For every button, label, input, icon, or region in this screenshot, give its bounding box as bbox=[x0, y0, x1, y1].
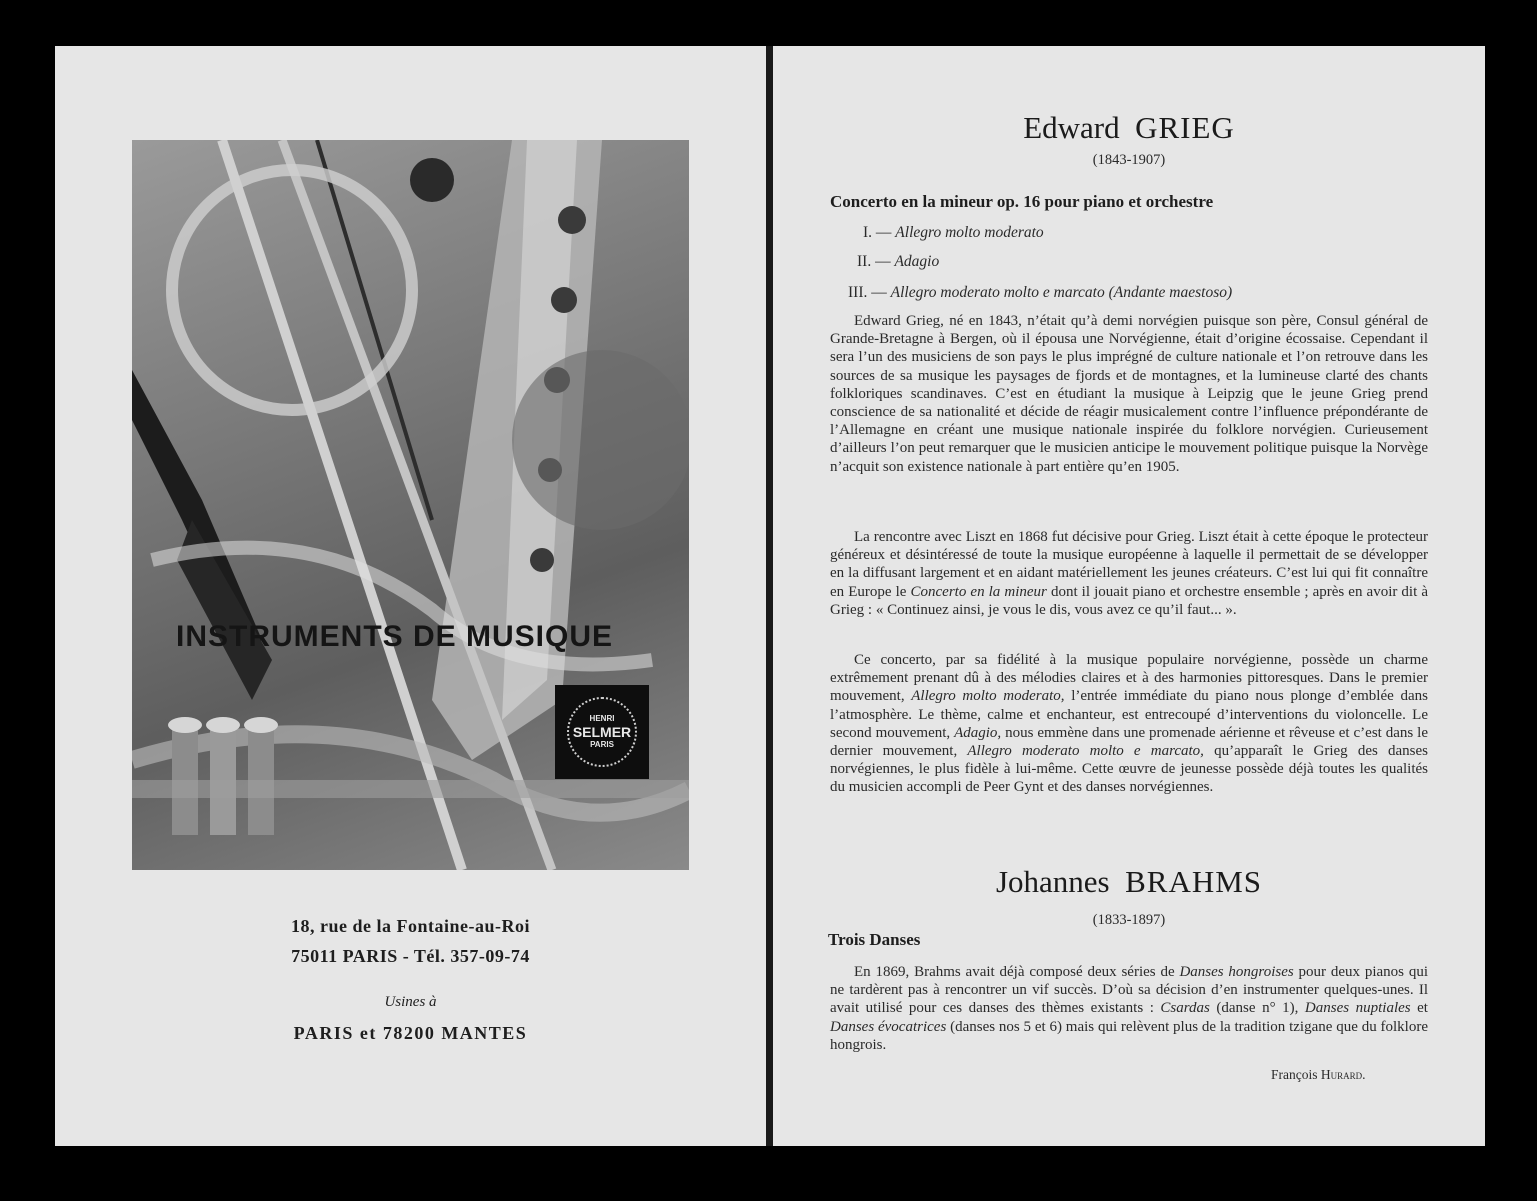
movement-1-num: I. — bbox=[863, 224, 892, 241]
signature: François Hurard. bbox=[1271, 1067, 1366, 1082]
grieg-work-title: Concerto en la mineur op. 16 pour piano et orchestre bbox=[830, 192, 1214, 211]
grieg-first-name: Edward bbox=[1023, 110, 1120, 145]
logo-paris: PARIS bbox=[590, 740, 614, 749]
brahms-paragraph: En 1869, Brahms avait déjà composé deux séries de Danses hongroises pour deux pianos qui ne tardèrent pas à rencontrer un vif succès. D’où sa décision d’en instrumenter quelques-unes. Il avait utilisé pour ces danses des thèmes existants : Csardas (danse n° 1), Danses nuptiales et Danses évocatrices (danses nos 5 et 6) mais qui relèvent plus de la tradition tzigane que du folklore hongrois. bbox=[830, 964, 1429, 1053]
movement-1-title: Allegro molto moderato bbox=[895, 224, 1044, 241]
brahms-work-title: Trois Danses bbox=[828, 930, 921, 949]
grieg-paragraph-1: Edward Grieg, né en 1843, n’était qu’à demi norvégien puisque son père, Consul général de Grande-Bretagne à Bergen, où il épousa une Norvégienne, était d’origine écossaise. Cependant il sera l’un des musiciens de son pays le plus imprégné de culture nationale et l’on retrouve dans les sources de sa musique les paysages de fjords et de montagnes, et la lumineuse clarté des chants folkloriques scandinaves. C’est en étudiant la musique à Leipzig que le jeune Grieg prend conscience de sa nationalité et décide de réagir musicalement contre l’influence prépondérante de l’Allemagne en créant une musique nationale inspirée du folklore norvégien. Curieusement d’ailleurs l’on peut remarquer que le musicien anticipe le mouvement politique puisque la Norvège n’acquit son existence nationale à part entière qu’en 1905. bbox=[830, 313, 1428, 475]
grieg-last-name: GRIEG bbox=[1135, 110, 1235, 145]
book-gutter bbox=[766, 46, 773, 1146]
grieg-heading bbox=[773, 110, 1485, 146]
movement-2-num: II. — bbox=[857, 253, 891, 270]
brahms-first-name: Johannes bbox=[995, 864, 1110, 899]
usines-label: Usines à bbox=[384, 994, 437, 1010]
logo-selmer: SELMER bbox=[572, 724, 632, 740]
brahms-dates: (1833-1897) bbox=[1092, 912, 1166, 928]
ad-title: INSTRUMENTS DE MUSIQUE bbox=[176, 620, 614, 653]
usines-places: PARIS et 78200 MANTES bbox=[293, 1023, 528, 1043]
selmer-logo bbox=[555, 685, 649, 779]
left-page bbox=[55, 46, 766, 1146]
logo-henri: HENRI bbox=[589, 714, 615, 723]
address-line-1: 18, rue de la Fontaine-au-Roi bbox=[291, 916, 530, 936]
movement-1 bbox=[863, 224, 1044, 242]
instruments-photo bbox=[132, 140, 689, 870]
movement-3-title: Allegro moderato molto e marcato (Andante maestoso) bbox=[890, 284, 1233, 301]
movement-2-title: Adagio bbox=[894, 253, 940, 270]
grieg-paragraph-2: La rencontre avec Liszt en 1868 fut décisive pour Grieg. Liszt était à cette époque le protecteur généreux et désintéressé de toute la musique européenne à laquelle il permettait de se développer en la diffusant largement et en aidant matériellement les jeunes créateurs. C’est lui qui fit connaître en Europe le Concerto en la mineur dont il jouait piano et orchestre ensemble ; après en avoir dit à Grieg : « Continuez ainsi, je vous le dis, vous avez ce qu’il faut... ». bbox=[830, 529, 1428, 618]
grieg-dates: (1843-1907) bbox=[1092, 152, 1166, 168]
grieg-paragraph-3: Ce concerto, par sa fidélité à la musique populaire norvégienne, possède un charme extrêmement prenant dû à des mélodies claires et à des harmonies pittoresques. Dans le premier mouvement, Allegro molto moderato, l’entrée immédiate du piano nous plonge d’emblée dans l’atmosphère. Le thème, calme et enchanteur, est entrecoupé d’interventions du violoncelle. Le second mouvement, Adagio, nous emmène dans une promenade aérienne et rêveuse et c’est dans le dernier mouvement, Allegro moderato molto e marcato, qu’apparaît le Grieg des danses norvégiennes, le plus fidèle à lui-même. Cette œuvre de jeunesse possède déjà toutes les qualités du musicien accompli de Peer Gynt et des danses norvégiennes. bbox=[830, 652, 1428, 796]
right-page bbox=[773, 46, 1485, 1146]
brahms-heading bbox=[773, 864, 1485, 900]
movement-3-num: III. — bbox=[848, 284, 887, 301]
movement-2 bbox=[857, 253, 939, 271]
movement-3 bbox=[848, 284, 1232, 302]
address-line-2: 75011 PARIS - Tél. 357-09-74 bbox=[291, 946, 530, 966]
brahms-last-name: BRAHMS bbox=[1125, 864, 1263, 899]
